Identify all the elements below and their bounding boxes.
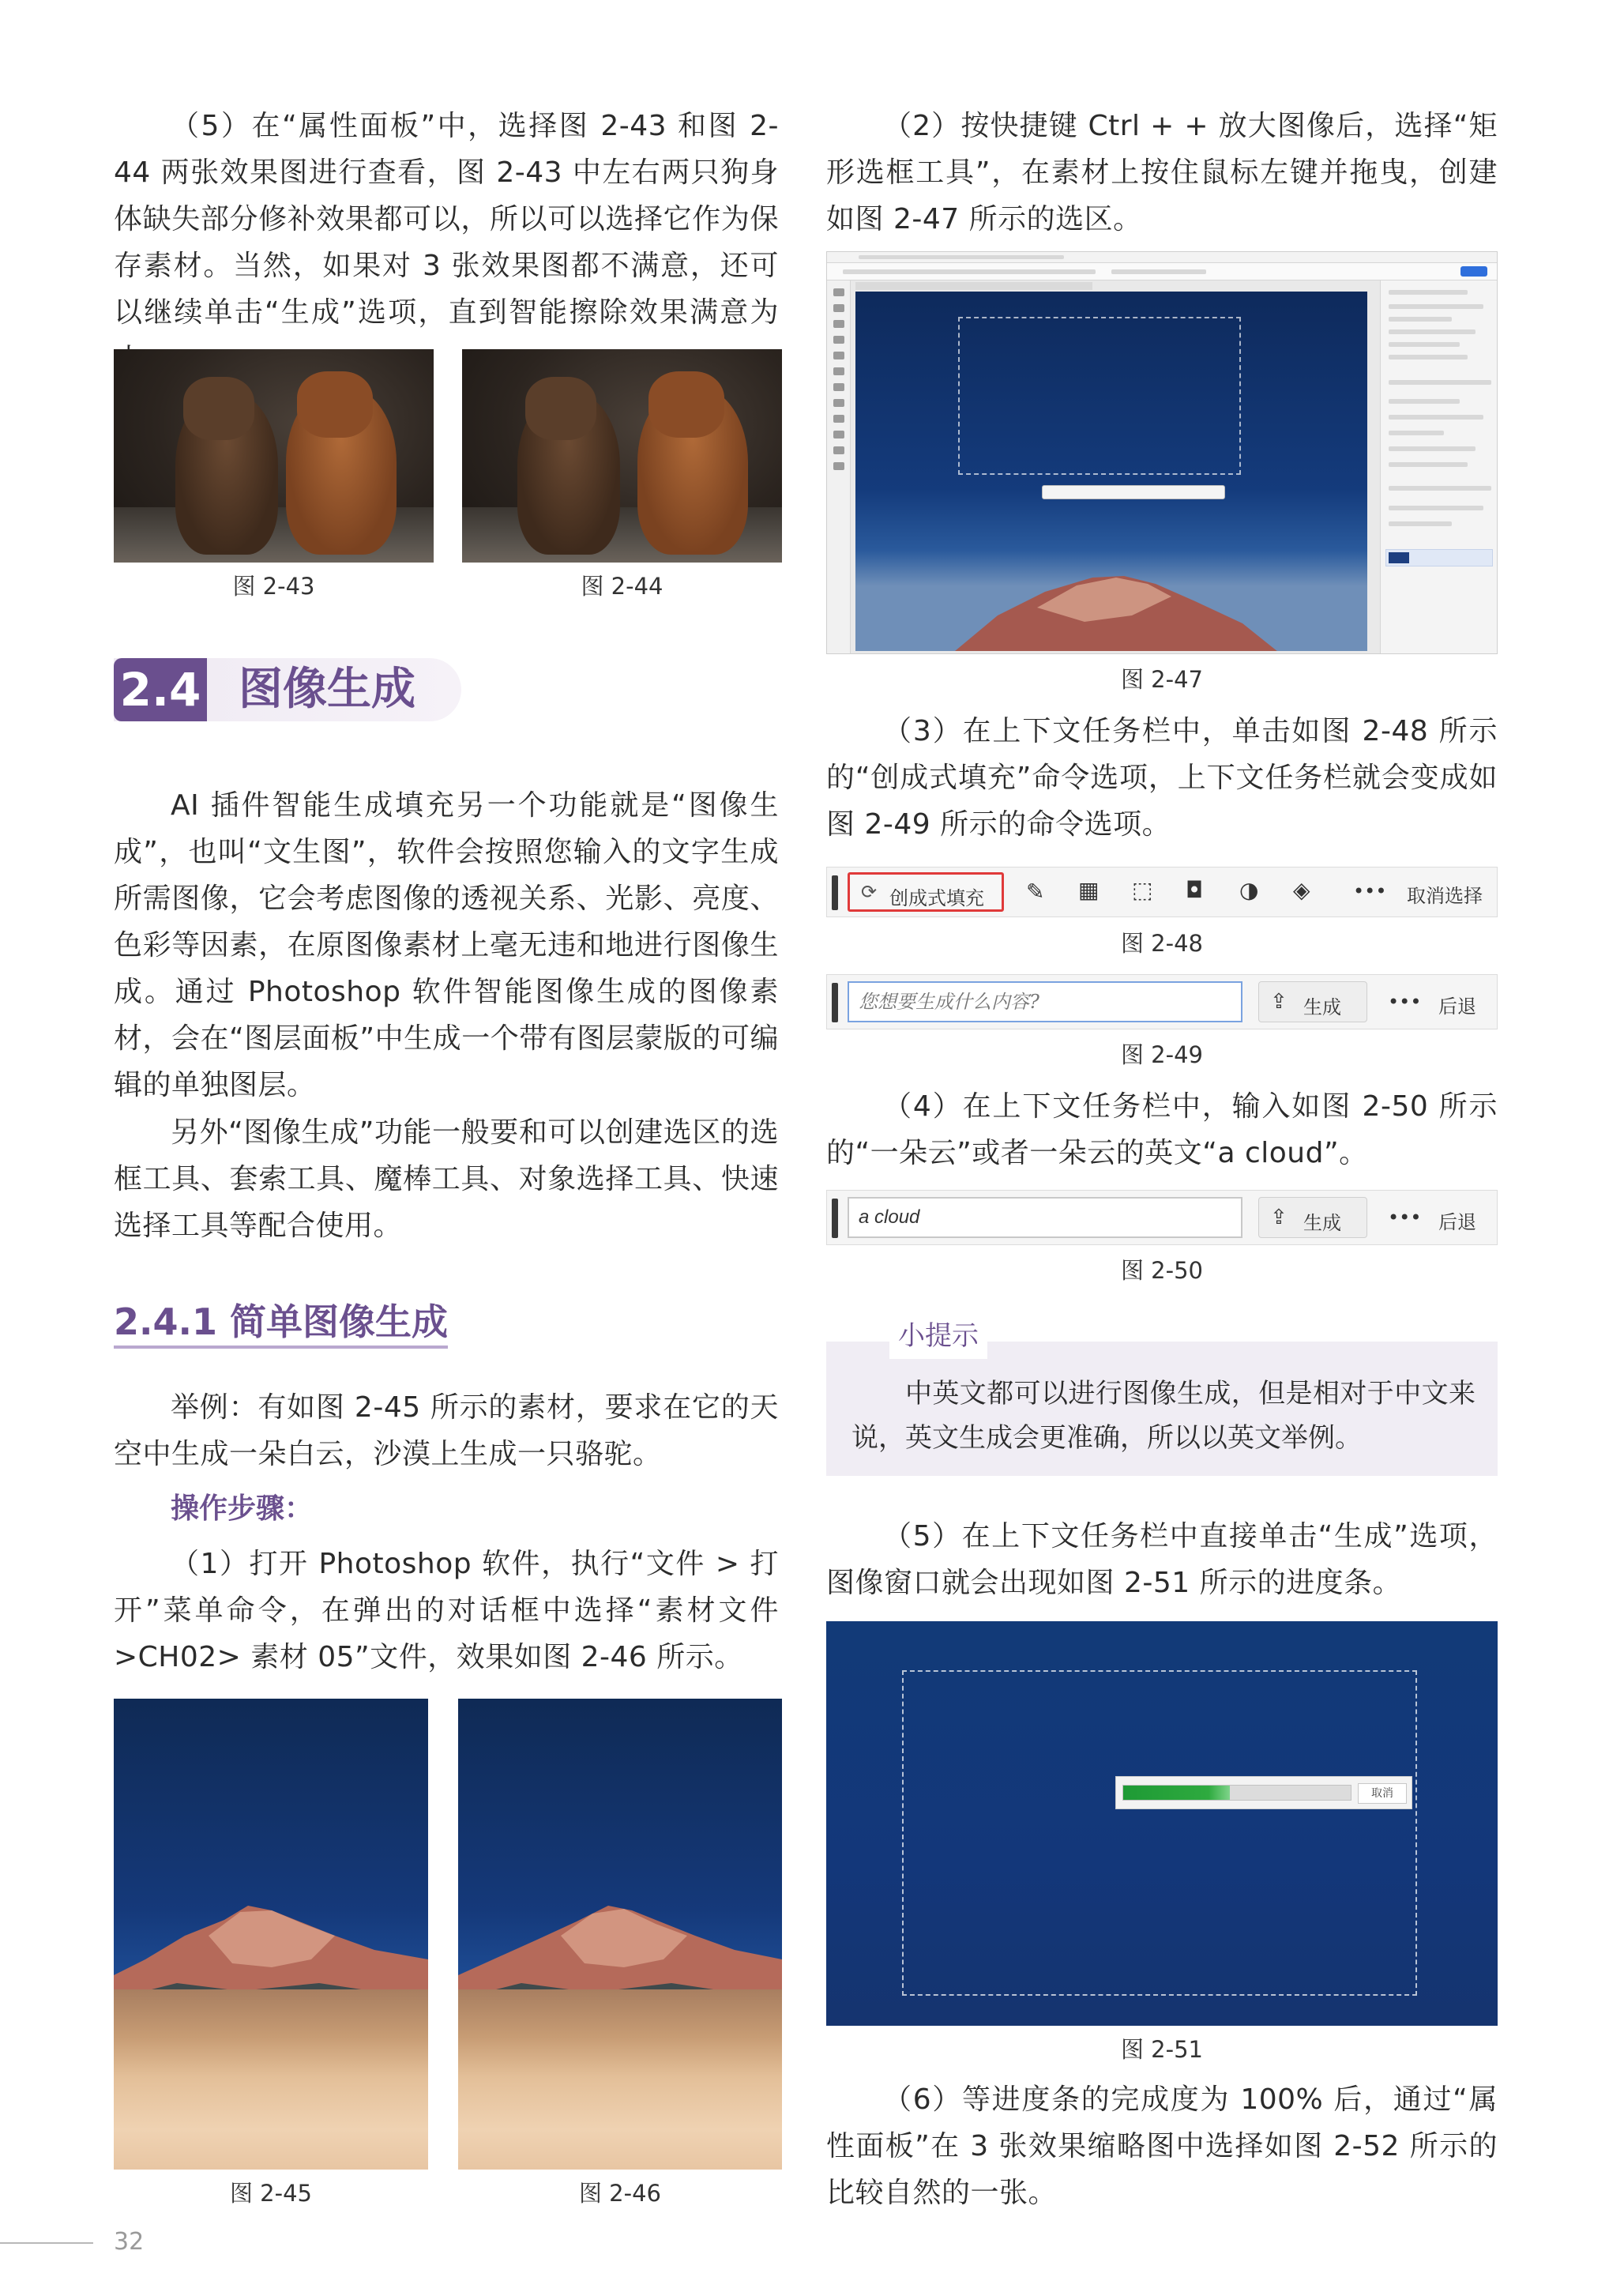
more-button[interactable]: ••• bbox=[1388, 1206, 1422, 1229]
image-canvas bbox=[855, 292, 1367, 651]
footer-rule bbox=[0, 2242, 93, 2244]
section-title: 图像生成 bbox=[239, 664, 415, 715]
figure-2-47-photoshop-screenshot bbox=[826, 251, 1498, 654]
select-subject-icon[interactable]: ▦ bbox=[1078, 877, 1100, 903]
contextual-taskbar-2-50 bbox=[826, 1190, 1498, 1245]
tools-panel bbox=[827, 280, 851, 653]
options-bar bbox=[827, 263, 1497, 280]
figure-2-48-caption: 图 2-48 bbox=[1120, 930, 1204, 957]
intro-paragraph: AI 插件智能生成填充另一个功能就是“图像生成”，也叫“文生图”，软件会按照您输入的文字生成所需图像，它会考虑图像的透视关系、光影、亮度、色彩等因素，在原图像素材上毫无违和地进行图像生成。通过 Photoshop 软件智能图像生成的图像素材，会在“图层面板”中生成一个带有图层蒙版的可编辑的单独图层。 bbox=[114, 789, 779, 1101]
figure-2-50-caption: 图 2-50 bbox=[1120, 1257, 1204, 1284]
tip-text: 中英文都可以进行图像生成，但是相对于中文来说，英文生成会更准确，所以以英文举例。 bbox=[851, 1378, 1476, 1454]
more-button[interactable]: ••• bbox=[1388, 991, 1422, 1013]
back-button[interactable]: 后退 bbox=[1438, 1211, 1476, 1233]
tools-paragraph: 另外“图像生成”功能一般要和可以创建选区的选框工具、套索工具、魔棒工具、对象选择工具、快速选择工具等配合使用。 bbox=[114, 1116, 779, 1242]
brush-icon[interactable]: ✎ bbox=[1026, 879, 1045, 905]
figure-2-45-caption: 图 2-45 bbox=[229, 2180, 313, 2207]
figure-2-44-caption: 图 2-44 bbox=[581, 573, 664, 600]
figure-2-43-image bbox=[114, 349, 434, 563]
rectangle-selection bbox=[958, 317, 1241, 475]
deselect-button[interactable]: 取消选择 bbox=[1407, 885, 1483, 907]
figure-2-46-caption: 图 2-46 bbox=[578, 2180, 662, 2207]
contextual-taskbar-2-48 bbox=[826, 867, 1498, 917]
subsection-title: 2.4.1 简单图像生成 bbox=[114, 1300, 448, 1349]
section-heading bbox=[114, 658, 461, 721]
tip-label: 小提示 bbox=[889, 1313, 987, 1359]
example-paragraph: 举例：有如图 2-45 所示的素材，要求在它的天空中生成一朵白云，沙漠上生成一只骆驼。 bbox=[114, 1391, 779, 1470]
figure-2-46-image bbox=[458, 1699, 782, 2170]
step4-paragraph: （4）在上下文任务栏中，输入如图 2-50 所示的“一朵云”或者一朵云的英文“a cloud”。 bbox=[826, 1090, 1498, 1169]
adjustment-icon[interactable]: ◑ bbox=[1239, 877, 1259, 903]
mask-icon[interactable]: ◘ bbox=[1186, 877, 1204, 903]
progress-fill bbox=[1123, 1786, 1230, 1800]
generate-icon: ⇪ bbox=[1270, 990, 1288, 1014]
figure-2-51-caption: 图 2-51 bbox=[1120, 2036, 1204, 2063]
page-number: 32 bbox=[114, 2228, 145, 2256]
menu-bar bbox=[827, 252, 1497, 263]
contextual-taskbar-2-49 bbox=[826, 974, 1498, 1029]
generate-button[interactable] bbox=[1258, 981, 1367, 1022]
figure-2-45-image bbox=[114, 1699, 428, 2170]
progress-dialog bbox=[1115, 1776, 1412, 1809]
figure-2-43-caption: 图 2-43 bbox=[232, 573, 315, 600]
figure-2-44-image bbox=[462, 349, 782, 563]
figure-2-47-caption: 图 2-47 bbox=[1120, 666, 1204, 693]
generative-fill-button[interactable] bbox=[848, 872, 1004, 912]
generate-label: 生成 bbox=[1303, 1212, 1341, 1234]
progress-bar bbox=[1122, 1785, 1351, 1801]
generate-icon: ⇪ bbox=[1270, 1206, 1288, 1229]
figure-2-51-progress-screenshot bbox=[826, 1621, 1498, 2026]
generative-fill-icon: ⟳ bbox=[861, 881, 878, 903]
contextual-taskbar bbox=[1042, 485, 1225, 499]
rectangle-selection bbox=[902, 1670, 1417, 1996]
step3-paragraph: （3）在上下文任务栏中，单击如图 2-48 所示的“创成式填充”命令选项，上下文任务栏就会变成如图 2-49 所示的命令选项。 bbox=[826, 715, 1498, 841]
prompt-input[interactable] bbox=[848, 981, 1242, 1022]
generate-label: 生成 bbox=[1303, 996, 1341, 1018]
step5-right-paragraph: （5）在上下文任务栏中直接单击“生成”选项，图像窗口就会出现如图 2-51 所示的进度条。 bbox=[826, 1520, 1498, 1599]
figure-2-49-caption: 图 2-49 bbox=[1120, 1041, 1204, 1068]
prompt-input[interactable] bbox=[848, 1197, 1242, 1238]
steps-label: 操作步骤： bbox=[171, 1492, 314, 1525]
step6-paragraph: （6）等进度条的完成度为 100% 后，通过“属性面板”在 3 张效果缩略图中选择如图 2-52 所示的比较自然的一张。 bbox=[826, 2083, 1498, 2209]
cancel-button[interactable]: 取消 bbox=[1358, 1783, 1407, 1804]
generate-button[interactable] bbox=[1258, 1197, 1367, 1238]
step1-paragraph: （1）打开 Photoshop 软件，执行“文件 > 打开”菜单命令，在弹出的对话框中选择“素材文件 >CH02> 素材 05”文件，效果如图 2-46 所示。 bbox=[114, 1548, 779, 1673]
step2-paragraph: （2）按快捷键 Ctrl + + 放大图像后，选择“矩形选框工具”，在素材上按住鼠标左键并拖曳，创建如图 2-47 所示的选区。 bbox=[826, 110, 1498, 235]
side-panels bbox=[1380, 280, 1497, 653]
section-number: 2.4 bbox=[114, 658, 207, 721]
fill-icon[interactable]: ◈ bbox=[1293, 877, 1310, 903]
transform-icon[interactable]: ⬚ bbox=[1132, 877, 1153, 903]
generative-fill-label: 创成式填充 bbox=[889, 887, 984, 909]
back-button[interactable]: 后退 bbox=[1438, 995, 1476, 1018]
step5-paragraph: （5）在“属性面板”中，选择图 2-43 和图 2-44 两张效果图进行查看，图 2-43 中左右两只狗身体缺失部分修补效果都可以，所以可以选择它作为保存素材。当然，如果对 3 张效果图都不满意，还可以继续单击“生成”选项，直到智能擦除效果满意为 bbox=[114, 110, 779, 329]
more-button[interactable]: ••• bbox=[1353, 880, 1387, 902]
tip-box bbox=[826, 1342, 1498, 1476]
